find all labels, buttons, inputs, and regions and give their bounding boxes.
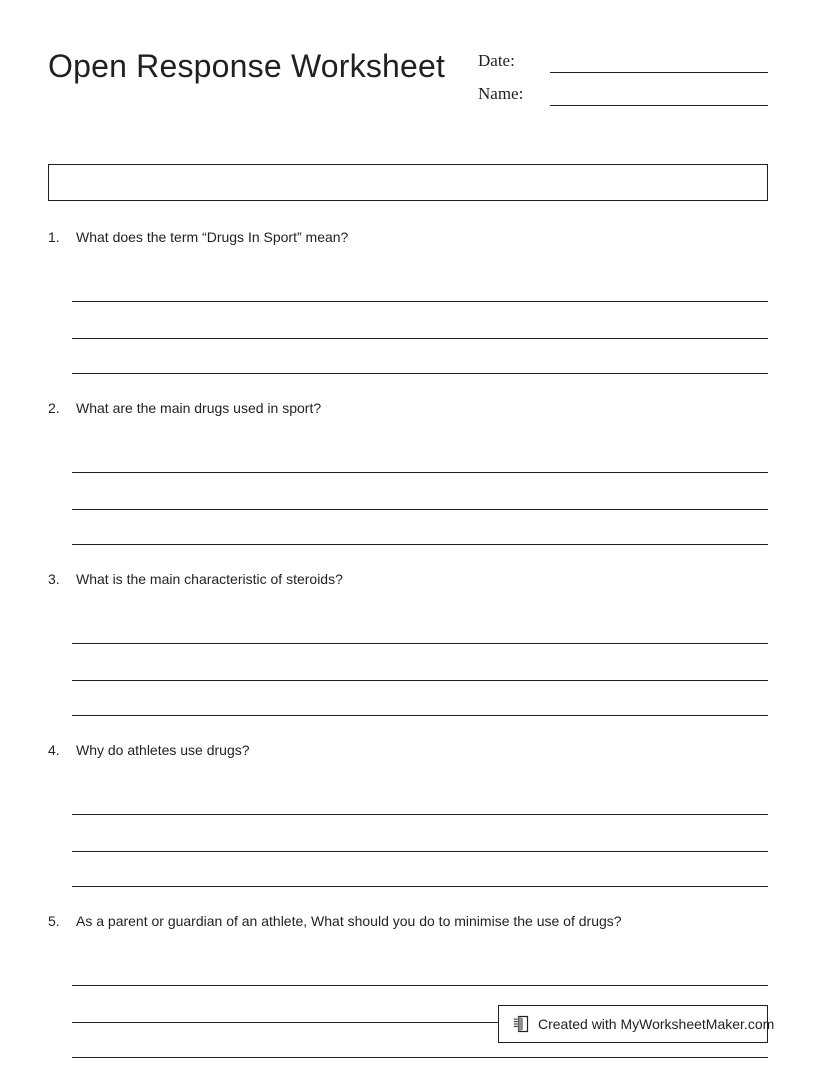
worksheet-title-box[interactable]	[48, 164, 768, 201]
answer-line[interactable]	[72, 339, 768, 374]
question-text: As a parent or guardian of an athlete, What should you do to minimise the use of drugs?	[76, 913, 622, 929]
question-text: What is the main characteristic of steroids?	[76, 571, 343, 587]
question-number: 2.	[48, 400, 60, 416]
name-row	[478, 73, 768, 106]
created-with-badge[interactable]	[498, 1005, 775, 1043]
question-number: 3.	[48, 571, 60, 587]
student-meta-block	[478, 40, 768, 106]
questions-list	[48, 228, 768, 1083]
answer-line[interactable]	[72, 436, 768, 473]
question-item	[48, 228, 768, 374]
answer-line[interactable]	[72, 949, 768, 986]
answer-lines[interactable]	[72, 607, 768, 716]
question-number: 4.	[48, 742, 60, 758]
answer-line[interactable]	[72, 302, 768, 339]
question-item	[48, 399, 768, 545]
worksheet-title-box-value[interactable]	[49, 165, 767, 199]
question-item	[48, 741, 768, 887]
question-header	[48, 399, 768, 417]
answer-line[interactable]	[72, 852, 768, 887]
answer-line[interactable]	[72, 265, 768, 302]
question-header	[48, 228, 768, 246]
date-label: Date:	[478, 51, 515, 70]
question-text: Why do athletes use drugs?	[76, 742, 250, 758]
answer-line[interactable]	[72, 510, 768, 545]
created-with-badge-label: Created with MyWorksheetMaker.com	[538, 1016, 775, 1032]
answer-lines[interactable]	[72, 778, 768, 887]
answer-line[interactable]	[72, 815, 768, 852]
date-input[interactable]	[550, 50, 768, 73]
name-label: Name:	[478, 84, 524, 103]
answer-line[interactable]	[72, 778, 768, 815]
date-row	[478, 40, 768, 73]
question-text: What are the main drugs used in sport?	[76, 400, 322, 416]
answer-line[interactable]	[72, 681, 768, 716]
question-header	[48, 570, 768, 588]
answer-line[interactable]	[72, 644, 768, 681]
answer-line[interactable]	[72, 607, 768, 644]
worksheet-maker-logo-icon	[513, 1015, 531, 1033]
question-item	[48, 570, 768, 716]
answer-lines[interactable]	[72, 436, 768, 545]
question-number: 1.	[48, 229, 60, 245]
question-header	[48, 741, 768, 759]
question-text: What does the term “Drugs In Sport” mean?	[76, 229, 349, 245]
worksheet-header	[48, 40, 768, 120]
answer-line[interactable]	[72, 473, 768, 510]
question-number: 5.	[48, 913, 60, 929]
page-title: Open Response Worksheet	[48, 48, 446, 84]
question-header	[48, 912, 768, 930]
name-input[interactable]	[550, 83, 768, 106]
answer-lines[interactable]	[72, 265, 768, 374]
